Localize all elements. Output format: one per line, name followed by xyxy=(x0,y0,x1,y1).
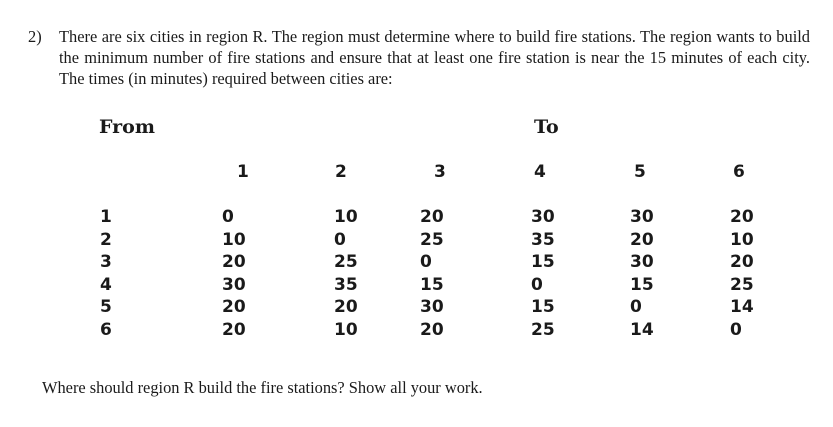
table-cell: 30 xyxy=(420,297,444,318)
table-cell: 15 xyxy=(531,252,555,273)
table-cell: 10 xyxy=(730,229,754,250)
table-cell: 35 xyxy=(531,229,555,250)
table-column-3 xyxy=(420,206,444,342)
table-cell: 20 xyxy=(730,207,754,227)
table-cell: 0 xyxy=(630,297,642,318)
problem-statement xyxy=(28,26,810,89)
row-header-1: 1 xyxy=(100,207,112,227)
col-header-2: 2 xyxy=(335,162,347,182)
table-cell: 10 xyxy=(334,207,358,227)
table-cell: 0 xyxy=(531,274,543,295)
table-cell: 20 xyxy=(420,319,444,340)
table-column-5 xyxy=(630,206,654,342)
table-cell: 30 xyxy=(531,207,555,227)
table-column-4 xyxy=(531,206,555,342)
table-cell: 0 xyxy=(420,252,432,273)
table-cell: 20 xyxy=(222,297,246,318)
table-cell: 30 xyxy=(630,207,654,227)
table-cell: 10 xyxy=(334,319,358,340)
table-cell: 25 xyxy=(420,229,444,250)
table-cell: 14 xyxy=(730,297,754,318)
from-label: From xyxy=(99,116,155,138)
col-header-4: 4 xyxy=(534,162,546,182)
table-cell: 25 xyxy=(531,319,555,340)
table-cell: 14 xyxy=(630,319,654,340)
col-header-5: 5 xyxy=(634,162,646,182)
table-cell: 20 xyxy=(334,297,358,318)
table-cell: 0 xyxy=(334,229,346,250)
row-header-6: 6 xyxy=(100,319,112,340)
row-header-3: 3 xyxy=(100,252,112,273)
to-label: To xyxy=(534,116,559,138)
table-cell: 0 xyxy=(730,319,742,340)
problem-text: There are six cities in region R. The region must determine where to build fire stations. The region wants to build the minimum number of fire stations and ensure that at least one fire station is near the 15 minutes of each city. The times (in minutes) required between cities are: xyxy=(59,27,810,88)
table-cell: 15 xyxy=(531,297,555,318)
table-cell: 25 xyxy=(730,274,754,295)
table-cell: 30 xyxy=(222,274,246,295)
row-header-2: 2 xyxy=(100,229,112,250)
row-header-5: 5 xyxy=(100,297,112,318)
row-headers xyxy=(100,206,112,342)
table-cell: 15 xyxy=(420,274,444,295)
row-header-4: 4 xyxy=(100,274,112,295)
table-cell: 0 xyxy=(222,207,234,227)
table-cell: 20 xyxy=(420,207,444,227)
col-header-1: 1 xyxy=(237,162,249,182)
table-cell: 35 xyxy=(334,274,358,295)
question-text: Where should region R build the fire stations? Show all your work. xyxy=(42,378,483,397)
table-cell: 10 xyxy=(222,229,246,250)
table-column-2 xyxy=(334,206,358,342)
table-cell: 20 xyxy=(730,252,754,273)
table-cell: 20 xyxy=(630,229,654,250)
table-cell: 20 xyxy=(222,252,246,273)
table-column-6 xyxy=(730,206,754,342)
col-header-3: 3 xyxy=(434,162,446,182)
problem-number: 2) xyxy=(28,27,42,46)
table-cell: 25 xyxy=(334,252,358,273)
col-header-6: 6 xyxy=(733,162,745,182)
table-cell: 15 xyxy=(630,274,654,295)
table-cell: 30 xyxy=(630,252,654,273)
table-column-1 xyxy=(222,206,246,342)
table-cell: 20 xyxy=(222,319,246,340)
